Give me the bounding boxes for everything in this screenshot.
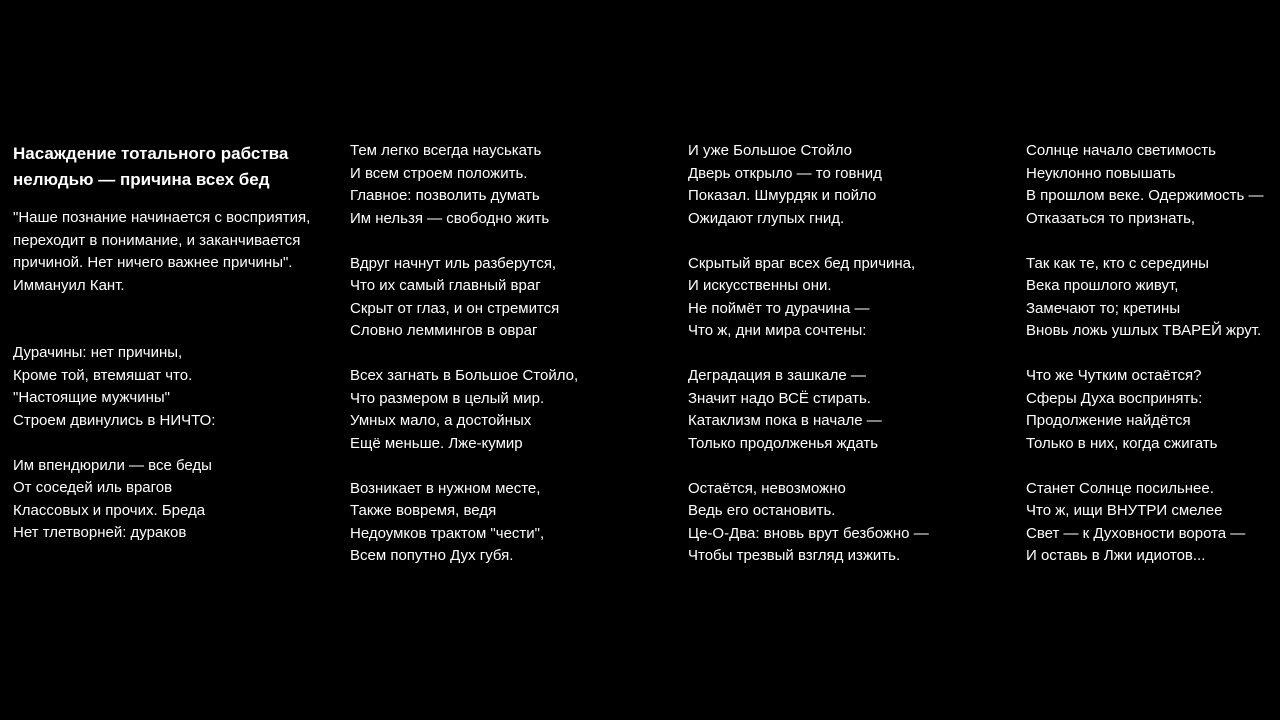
stanza: [688, 253, 1008, 343]
verse-line: Значит надо ВСЁ стирать.: [688, 389, 871, 407]
verse-line: Умных мало, а достойных: [350, 412, 532, 429]
epigraph-line: "Наше познание начинается с восприятия,: [13, 209, 311, 226]
verse-line: От соседей иль врагов: [13, 479, 173, 496]
stanza: [1026, 140, 1280, 230]
stanza: [350, 365, 670, 455]
verse-line: И искусственны они.: [688, 277, 832, 294]
poem-column-3: [688, 140, 1008, 590]
verse-line: И всем строем положить.: [350, 164, 528, 182]
verse-line: Це-О-Два: вновь врут безбожно —: [688, 524, 929, 542]
verse-line: Так как те, кто с середины: [1026, 254, 1209, 272]
verse-line: Чтобы трезвый взгляд изжить.: [688, 547, 901, 564]
verse-line: Свет — к Духовности ворота —: [1026, 524, 1246, 542]
stanza-list: [13, 342, 333, 545]
verse-line: Остаётся, невозможно: [688, 479, 846, 497]
verse-line: Им нельзя — свободно жить: [350, 209, 550, 227]
stanza: [688, 365, 1008, 455]
verse-line: Что размером в целый мир.: [350, 389, 545, 407]
verse-line: Солнце начало светимость: [1026, 142, 1216, 159]
verse-line: Строем двинулись в НИЧТО:: [13, 411, 216, 429]
stanza: [1026, 253, 1280, 343]
verse-line: Также вовремя, ведя: [350, 502, 497, 519]
stanza: [13, 342, 333, 432]
verse-line: Всех загнать в Большое Стойло,: [350, 367, 579, 384]
verse-line: В прошлом веке. Одержимость —: [1026, 187, 1264, 204]
verse-line: Что ж, дни мира сочтены:: [688, 322, 867, 339]
verse-line: Показал. Шмурдяк и пойло: [688, 187, 877, 204]
stanza: [350, 253, 670, 343]
verse-line: Только продолженья ждать: [688, 434, 879, 452]
verse-line: Только в них, когда сжигать: [1026, 434, 1218, 452]
verse-line: Что их самый главный враг: [350, 277, 541, 294]
epigraph-line: переходит в понимание, и заканчивается: [13, 231, 301, 249]
verse-line: Вновь ложь ушлых ТВАРЕЙ жрут.: [1026, 322, 1262, 339]
verse-line: Ещё меньше. Лже-кумир: [350, 434, 523, 452]
verse-line: Скрыт от глаз, и он стремится: [350, 299, 560, 317]
stanza: [350, 140, 670, 230]
verse-line: Всем попутно Дух губя.: [350, 547, 514, 564]
verse-line: И оставь в Лжи идиотов...: [1026, 547, 1206, 564]
verse-line: И уже Большое Стойло: [688, 142, 852, 159]
poem-title: [13, 141, 333, 193]
poem-column-2: [350, 140, 670, 590]
verse-line: Продолжение найдётся: [1026, 412, 1191, 429]
poem-column-1: [13, 140, 333, 567]
verse-line: Сферы Духа воспринять:: [1026, 389, 1203, 407]
verse-line: Не поймёт то дурачина —: [688, 299, 870, 317]
verse-line: Что ж, ищи ВНУТРИ смелее: [1026, 502, 1223, 519]
epigraph-author: Иммануил Кант.: [13, 276, 125, 294]
verse-line: Ожидают глупых гнид.: [688, 209, 845, 227]
verse-line: Им впендюрили — все беды: [13, 456, 212, 474]
verse-line: Неуклонно повышать: [1026, 164, 1176, 182]
verse-line: Словно леммингов в овраг: [350, 322, 538, 339]
verse-line: Тем легко всегда науськать: [350, 142, 542, 159]
epigraph-quote: [13, 207, 333, 297]
verse-line: Замечают то; кретины: [1026, 299, 1181, 317]
stanza: [1026, 478, 1280, 568]
stanza: [1026, 365, 1280, 455]
verse-line: Недоумков трактом "чести",: [350, 524, 545, 542]
stanza: [688, 140, 1008, 230]
verse-line: Главное: позволить думать: [350, 187, 540, 204]
stanza: [688, 478, 1008, 568]
stanza: [350, 478, 670, 568]
poem-title-line: Насаждение тотального рабства: [13, 144, 289, 163]
verse-line: Отказаться то признать,: [1026, 209, 1196, 227]
verse-line: Вдруг начнут иль разберутся,: [350, 254, 557, 272]
verse-line: "Настоящие мужчины": [13, 389, 170, 406]
verse-line: Кроме той, втемяшат что.: [13, 366, 193, 384]
verse-line: Катаклизм пока в начале —: [688, 412, 882, 429]
verse-line: Возникает в нужном месте,: [350, 479, 541, 497]
verse-line: Деградация в зашкале —: [688, 367, 866, 384]
verse-line: Скрытый враг всех бед причина,: [688, 254, 916, 272]
poem-column-4: [1026, 140, 1280, 590]
verse-line: Нет тлетворней: дураков: [13, 524, 187, 541]
verse-line: Ведь его остановить.: [688, 502, 836, 519]
poem-title-line: нелюдью — причина всех бед: [13, 170, 270, 189]
stanza: [13, 455, 333, 545]
verse-line: Дурачины: нет причины,: [13, 344, 183, 361]
verse-line: Что же Чутким остаётся?: [1026, 367, 1202, 384]
epigraph-line: причиной. Нет ничего важнее причины".: [13, 254, 293, 271]
verse-line: Дверь открыло — то говнид: [688, 164, 882, 182]
verse-line: Классовых и прочих. Бреда: [13, 501, 206, 519]
verse-line: Века прошлого живут,: [1026, 277, 1179, 294]
verse-line: Станет Солнце посильнее.: [1026, 479, 1214, 497]
